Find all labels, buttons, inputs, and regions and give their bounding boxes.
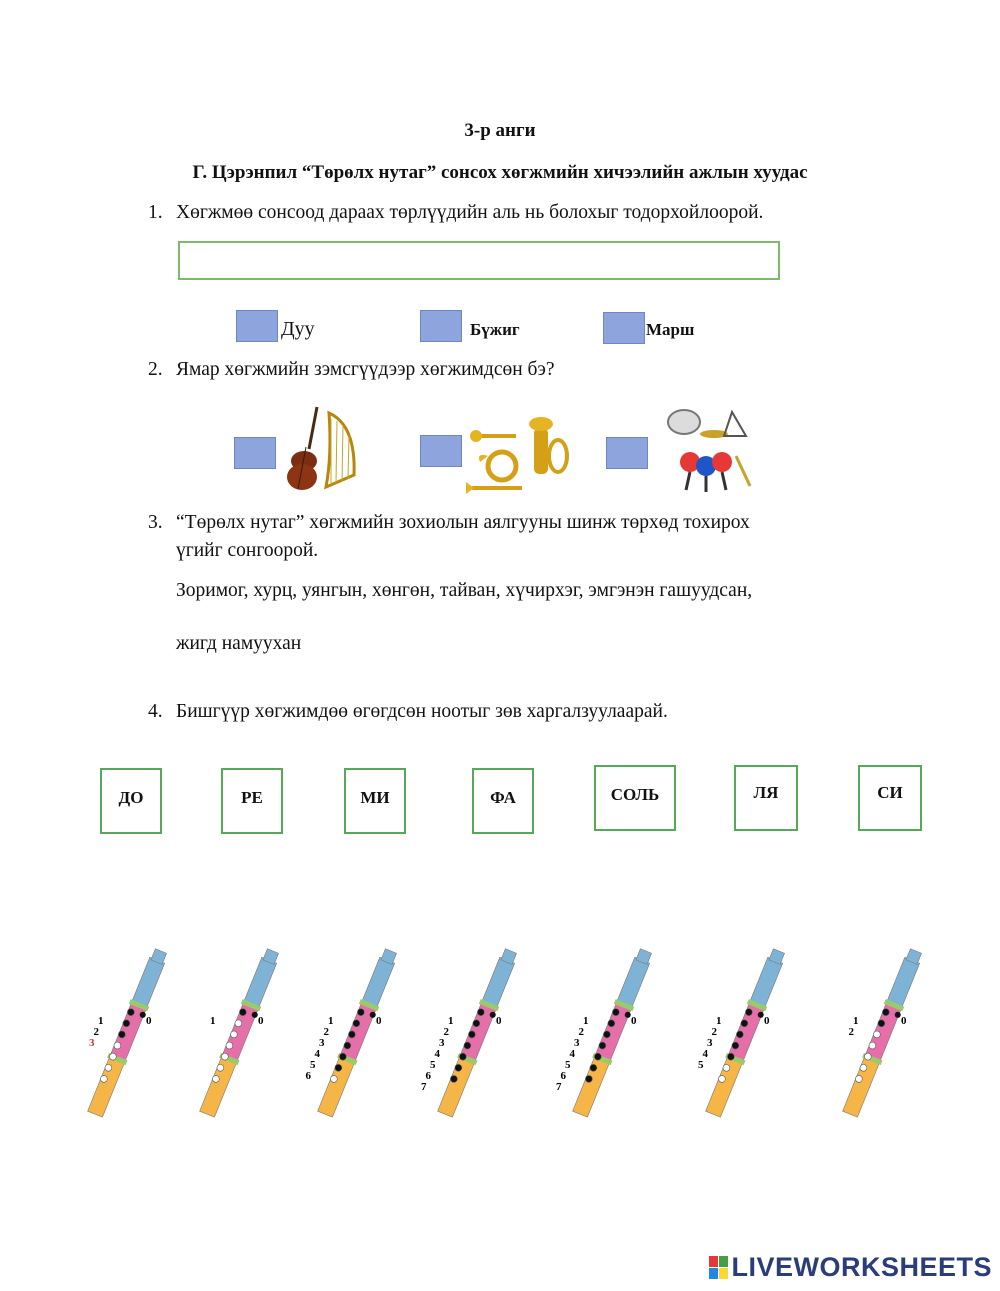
question-2-text: Ямар хөгжмийн зэмсгүүдээр хөгжимдсөн бэ? — [176, 359, 555, 380]
recorder-hole-number: 6 — [560, 1070, 566, 1082]
recorder-hole-number: 4 — [314, 1048, 320, 1060]
recorder-5 — [555, 940, 665, 1140]
recorder-hole-number: 1 — [448, 1015, 454, 1027]
recorder-hole-number: 3 — [574, 1037, 580, 1049]
recorder-hole-number: 0 — [496, 1015, 502, 1027]
recorder-hole-number: 5 — [430, 1059, 436, 1071]
checkbox-duu[interactable] — [236, 310, 278, 342]
recorder-hole-number: 2 — [848, 1026, 854, 1038]
liveworksheets-brand — [709, 1252, 992, 1283]
recorder-hole-number: 4 — [569, 1048, 575, 1060]
note-box-re[interactable]: РЕ — [221, 768, 283, 834]
question-1-number: 1. — [148, 202, 163, 223]
recorder-7 — [825, 940, 935, 1140]
recorder-hole-number: 1 — [853, 1015, 859, 1027]
note-box-mi[interactable]: МИ — [344, 768, 406, 834]
recorder-hole-number: 2 — [93, 1026, 99, 1038]
question-2-number: 2. — [148, 359, 163, 380]
recorder-hole-number: 0 — [631, 1015, 637, 1027]
recorder-hole-number: 4 — [434, 1048, 440, 1060]
checkbox-brass[interactable] — [420, 435, 462, 467]
recorder-hole-number: 2 — [443, 1026, 449, 1038]
grade-title: 3-р анги — [464, 120, 536, 141]
recorder-hole-number: 0 — [376, 1015, 382, 1027]
question-1-answer-input[interactable] — [178, 241, 780, 280]
question-2 — [148, 359, 554, 381]
recorder-3 — [300, 940, 410, 1140]
recorder-hole-number: 7 — [556, 1081, 562, 1093]
question-3-words-line2: жигд намуухан — [176, 633, 302, 654]
recorder-hole-number: 5 — [565, 1059, 571, 1071]
recorder-hole-number: 0 — [146, 1015, 152, 1027]
recorder-4 — [420, 940, 530, 1140]
recorder-hole-number: 3 — [707, 1037, 713, 1049]
liveworksheets-logo-icon — [709, 1256, 728, 1279]
percussion-instruments-image — [666, 406, 752, 494]
note-box-sol[interactable]: СОЛЬ — [594, 765, 676, 831]
question-4 — [148, 701, 668, 723]
recorder-hole-number: 7 — [421, 1081, 427, 1093]
question-3-text-line2: үгийг сонгоорой. — [176, 540, 319, 561]
recorder-hole-number: 6 — [425, 1070, 431, 1082]
recorder-hole-number: 0 — [764, 1015, 770, 1027]
recorder-hole-number: 3 — [439, 1037, 445, 1049]
brand-name: LIVEWORKSHEETS — [731, 1252, 992, 1282]
brass-instruments-image — [462, 412, 572, 496]
option-label-buzhig: Бүжиг — [470, 320, 520, 339]
note-box-do[interactable]: ДО — [100, 768, 162, 834]
question-3 — [148, 512, 750, 534]
note-box-lya[interactable]: ЛЯ — [734, 765, 798, 831]
recorder-hole-number: 3 — [319, 1037, 325, 1049]
recorder-2 — [182, 940, 292, 1140]
recorder-hole-number: 1 — [716, 1015, 722, 1027]
worksheet-subtitle: Г. Цэрэнпил “Төрөлх нутаг” сонсох хөгжмийн хичээлийн ажлын хуудас — [192, 162, 808, 183]
option-label-marsh: Марш — [646, 320, 695, 339]
recorder-hole-number: 1 — [583, 1015, 589, 1027]
recorder-hole-number: 3 — [89, 1037, 95, 1049]
recorder-hole-number: 5 — [698, 1059, 704, 1071]
recorder-row — [0, 940, 1000, 1140]
recorder-hole-number: 2 — [323, 1026, 329, 1038]
question-4-number: 4. — [148, 701, 163, 722]
checkbox-marsh[interactable] — [603, 312, 645, 344]
recorder-hole-number: 0 — [901, 1015, 907, 1027]
checkbox-strings[interactable] — [234, 437, 276, 469]
question-1 — [148, 202, 763, 224]
recorder-hole-number: 4 — [702, 1048, 708, 1060]
question-3-text-line1: “Төрөлх нутаг” хөгжмийн зохиолын аялгууны шинж төрхөд тохирох — [176, 512, 750, 533]
checkbox-buzhig[interactable] — [420, 310, 462, 342]
question-3-words-line1: Зоримог, хурц, уянгын, хөнгөн, тайван, хүчирхэг, эмгэнэн гашуудсан, — [176, 580, 753, 601]
recorder-hole-number: 2 — [711, 1026, 717, 1038]
recorder-hole-number: 1 — [98, 1015, 104, 1027]
recorder-hole-number: 1 — [328, 1015, 334, 1027]
recorder-hole-number: 0 — [258, 1015, 264, 1027]
recorder-hole-number: 2 — [578, 1026, 584, 1038]
question-3-number: 3. — [148, 512, 163, 533]
option-label-duu: Дуу — [281, 318, 315, 340]
note-box-si[interactable]: СИ — [858, 765, 922, 831]
checkbox-percussion[interactable] — [606, 437, 648, 469]
note-box-fa[interactable]: ФА — [472, 768, 534, 834]
question-4-text: Бишгүүр хөгжимдөө өгөгдсөн ноотыг зөв харгалзуулаарай. — [176, 701, 668, 722]
recorder-6 — [688, 940, 798, 1140]
recorder-hole-number: 6 — [305, 1070, 311, 1082]
recorder-1 — [70, 940, 180, 1140]
recorder-hole-number: 5 — [310, 1059, 316, 1071]
string-instruments-image — [284, 405, 364, 495]
recorder-hole-number: 1 — [210, 1015, 216, 1027]
question-1-text: Хөгжмөө сонсоод дараах төрлүүдийн аль нь болохыг тодорхойлоорой. — [176, 202, 764, 223]
